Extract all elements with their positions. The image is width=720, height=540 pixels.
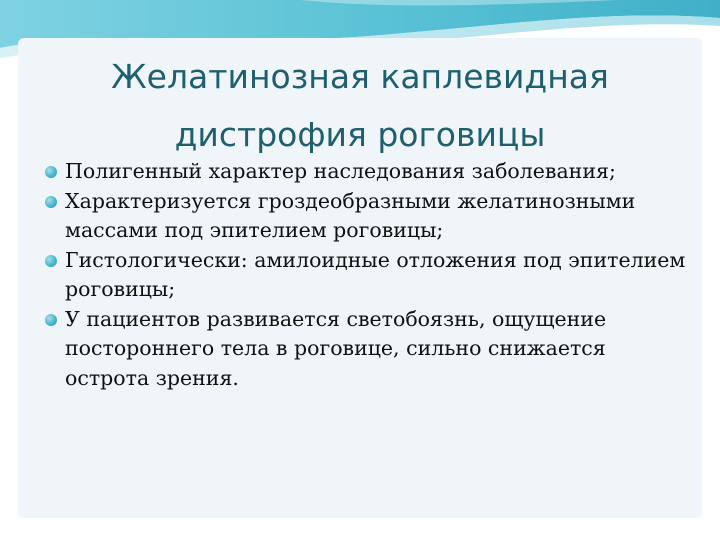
circle-bullet-icon	[45, 166, 57, 178]
slide-title: Желатинозная каплевидная дистрофия роговицы	[111, 57, 609, 154]
bullet-item	[45, 157, 695, 187]
bullet-item	[45, 246, 695, 305]
bullet-text: Характеризуется гроздеобразными желатинозными массами под эпителием роговицы;	[65, 188, 636, 242]
circle-bullet-icon	[45, 314, 57, 326]
bullet-list	[45, 157, 695, 393]
bullet-text: Гистологически: амилоидные отложения под эпителием роговицы;	[65, 247, 686, 301]
bullet-item	[45, 305, 695, 394]
bullet-text: Полигенный характер наследования заболевания;	[65, 159, 616, 183]
circle-bullet-icon	[45, 196, 57, 208]
bullet-text: У пациентов развивается светобоязнь, ощущение постороннего тела в роговице, сильно снижается острота зрения.	[65, 306, 607, 390]
circle-bullet-icon	[45, 255, 57, 267]
bullet-item	[45, 187, 695, 246]
